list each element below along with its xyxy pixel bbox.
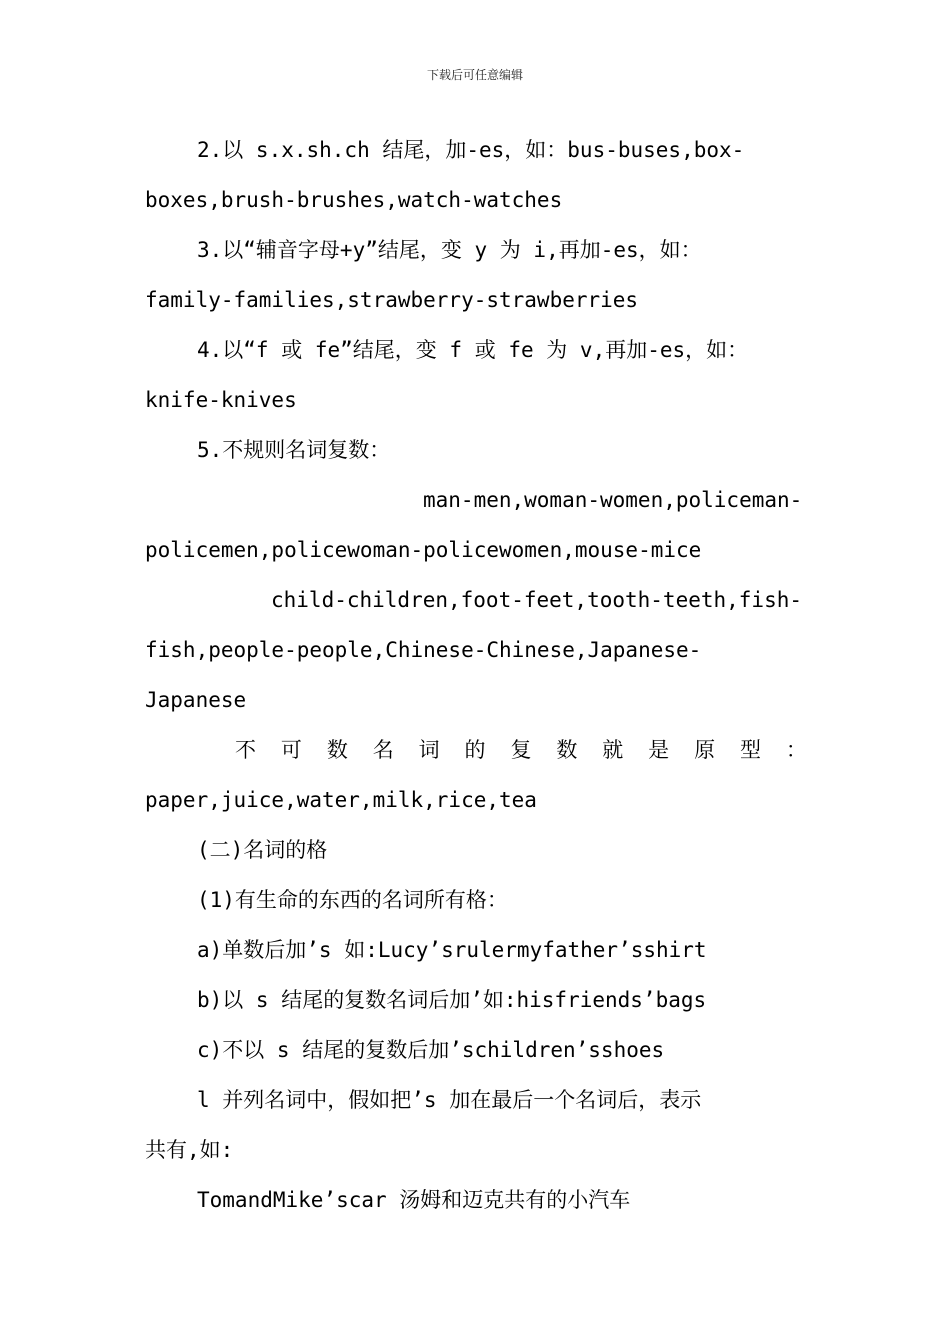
text-line: (1)有生命的东西的名词所有格： <box>197 888 508 912</box>
char: 数 <box>556 738 578 762</box>
char: 型 <box>739 738 761 762</box>
text-line: paper,juice,water,milk,rice,tea <box>145 788 537 812</box>
section-heading: (二)名词的格 <box>197 838 328 862</box>
text-line: child-children,foot-feet,tooth-teeth,fish- <box>271 588 803 612</box>
text-line: 3.以“辅音字母+y”结尾，变 y 为 i,再加-es，如： <box>197 238 702 262</box>
text-line-justified <box>145 725 807 775</box>
text-line: knife-knives <box>145 388 297 412</box>
document-body <box>145 125 807 1225</box>
char: 数 <box>326 738 348 762</box>
text-line: 4.以“f 或 fe”结尾，变 f 或 fe 为 v,再加-es，如： <box>197 338 749 362</box>
char: 可 <box>280 738 302 762</box>
text-line: b)以 s 结尾的复数名词后加’如:hisfriends’bags <box>197 988 707 1012</box>
char: 就 <box>602 738 624 762</box>
char: 词 <box>418 738 440 762</box>
text-line: a)单数后加’s 如:Lucy’srulermyfather’sshirt <box>197 938 707 962</box>
page-header: 下载后可任意编辑 <box>426 68 523 82</box>
text-line: 共有,如: <box>145 1138 234 1162</box>
text-line: man-men,woman-women,policeman- <box>423 488 803 512</box>
text-line: c)不以 s 结尾的复数后加’schildren’sshoes <box>197 1038 665 1062</box>
text-line: l 并列名词中，假如把’s 加在最后一个名词后，表示 <box>197 1088 702 1112</box>
char: 不 <box>235 738 256 762</box>
text-line: Japanese <box>145 688 247 712</box>
text-line: 2.以 s.x.sh.ch 结尾，加-es，如：bus-buses,box- <box>197 138 745 162</box>
char: 原 <box>694 738 716 762</box>
char: 名 <box>372 738 394 762</box>
text-line: policemen,policewoman-policewomen,mouse-mice <box>145 538 702 562</box>
text-line: 5.不规则名词复数： <box>197 438 391 462</box>
char: ： <box>785 738 807 762</box>
text-line: fish,people-people,Chinese-Chinese,Japanese- <box>145 638 702 662</box>
text-line: TomandMike’scar 汤姆和迈克共有的小汽车 <box>197 1188 631 1212</box>
text-line: boxes,brush-brushes,watch-watches <box>145 188 563 212</box>
char: 是 <box>648 738 670 762</box>
char: 复 <box>510 738 532 762</box>
text-line: family-families,strawberry-strawberries <box>145 288 639 312</box>
char: 的 <box>464 738 486 762</box>
